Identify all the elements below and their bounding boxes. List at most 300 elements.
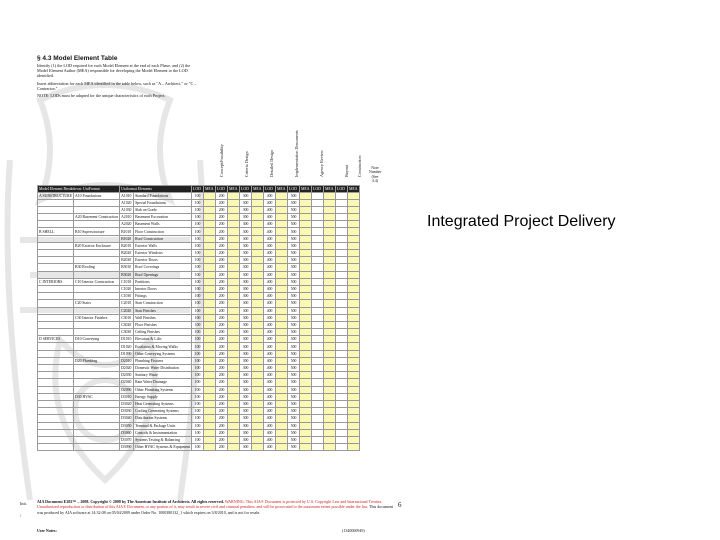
element-code-cell: D2020: [120, 365, 134, 372]
header-lod: LOD: [240, 186, 252, 193]
mea-cell: [204, 350, 216, 357]
lod-cell: 100: [192, 436, 204, 443]
lod-cell: 200: [216, 429, 228, 436]
mea-cell: [276, 379, 288, 386]
mea-cell: [228, 250, 240, 257]
mea-cell: [300, 300, 312, 307]
mea-cell: [300, 307, 312, 314]
system-cell: C INTERIORS: [38, 278, 74, 285]
element-code-cell: B2030: [120, 257, 134, 264]
system-cell: [38, 357, 74, 364]
lod-cell: 500: [288, 221, 300, 228]
mea-cell: [204, 329, 216, 336]
mea-cell: [252, 307, 264, 314]
mea-cell: [276, 250, 288, 257]
system-cell: [38, 214, 74, 221]
lod-cell: [312, 393, 324, 400]
mea-cell: [348, 444, 360, 451]
lod-cell: [312, 343, 324, 350]
lod-cell: [336, 293, 348, 300]
lod-cell: [312, 372, 324, 379]
lod-cell: 500: [288, 271, 300, 278]
system-cell: [38, 393, 74, 400]
lod-cell: 200: [216, 372, 228, 379]
mea-cell: [204, 436, 216, 443]
lod-cell: 200: [216, 285, 228, 292]
system-cell: D SERVICES: [38, 336, 74, 343]
lod-cell: 300: [240, 314, 252, 321]
lod-cell: [312, 285, 324, 292]
table-row: [38, 336, 360, 343]
system-cell: [38, 386, 74, 393]
phase-heading: Detailed Design: [269, 149, 274, 177]
mea-cell: [324, 365, 336, 372]
mea-cell: [348, 408, 360, 415]
lod-cell: 100: [192, 271, 204, 278]
lod-cell: [312, 321, 324, 328]
mea-cell: [348, 329, 360, 336]
mea-cell: [204, 257, 216, 264]
lod-cell: [312, 264, 324, 271]
mea-cell: [276, 235, 288, 242]
lod-cell: 100: [192, 214, 204, 221]
system-cell: [38, 365, 74, 372]
mea-cell: [300, 242, 312, 249]
mea-cell: [228, 199, 240, 206]
lod-cell: 400: [264, 408, 276, 415]
group-cell: B10 Superstructure: [74, 228, 120, 235]
element-code-cell: D3030: [120, 408, 134, 415]
lod-cell: 300: [240, 257, 252, 264]
mea-cell: [348, 264, 360, 271]
lod-cell: 200: [216, 271, 228, 278]
element-code-cell: D3020: [120, 400, 134, 407]
lod-cell: 200: [216, 408, 228, 415]
lod-cell: 500: [288, 199, 300, 206]
lod-cell: 300: [240, 350, 252, 357]
mea-cell: [300, 422, 312, 429]
group-cell: [74, 415, 120, 422]
lod-cell: 100: [192, 278, 204, 285]
mea-cell: [324, 372, 336, 379]
lod-cell: 400: [264, 293, 276, 300]
mea-cell: [228, 379, 240, 386]
table-row: [38, 214, 360, 221]
element-name-cell: Exterior Windows: [134, 250, 192, 257]
lod-cell: [336, 379, 348, 386]
lod-cell: 200: [216, 386, 228, 393]
element-code-cell: D3010: [120, 393, 134, 400]
lod-cell: [336, 372, 348, 379]
lod-cell: [336, 206, 348, 213]
element-code-cell: A2010: [120, 214, 134, 221]
lod-cell: 300: [240, 235, 252, 242]
element-name-cell: Heat Generating Systems: [134, 400, 192, 407]
lod-cell: [312, 199, 324, 206]
mea-cell: [204, 199, 216, 206]
mea-cell: [204, 422, 216, 429]
table-row: [38, 206, 360, 213]
lod-cell: 100: [192, 336, 204, 343]
mea-cell: [324, 393, 336, 400]
element-code-cell: D3040: [120, 415, 134, 422]
lod-cell: 500: [288, 444, 300, 451]
group-cell: C10 Interior Construction: [74, 278, 120, 285]
lod-cell: [312, 415, 324, 422]
lod-cell: 400: [264, 314, 276, 321]
page-number: 6: [398, 501, 402, 509]
group-cell: A10 Foundations: [74, 192, 120, 199]
mea-cell: [204, 372, 216, 379]
lod-cell: 300: [240, 214, 252, 221]
lod-cell: 200: [216, 278, 228, 285]
lod-cell: 400: [264, 228, 276, 235]
mea-cell: [228, 321, 240, 328]
lod-cell: 200: [216, 206, 228, 213]
lod-cell: 300: [240, 429, 252, 436]
mea-cell: [300, 235, 312, 242]
lod-cell: 400: [264, 393, 276, 400]
header-lod: LOD: [264, 186, 276, 193]
lod-cell: 400: [264, 278, 276, 285]
element-code-cell: D1090: [120, 350, 134, 357]
lod-cell: 400: [264, 379, 276, 386]
group-cell: [74, 343, 120, 350]
lod-cell: 500: [288, 415, 300, 422]
mea-cell: [324, 436, 336, 443]
mea-cell: [204, 321, 216, 328]
lod-cell: 300: [240, 192, 252, 199]
mea-cell: [348, 221, 360, 228]
document-reference: (1340000949): [342, 528, 365, 533]
group-cell: C30 Interior Finishes: [74, 314, 120, 321]
mea-cell: [300, 350, 312, 357]
mea-cell: [204, 242, 216, 249]
lod-cell: 100: [192, 372, 204, 379]
element-name-cell: Ceiling Finishes: [134, 329, 192, 336]
mea-cell: [204, 393, 216, 400]
table-row: [38, 293, 360, 300]
lod-cell: [336, 436, 348, 443]
lod-cell: [336, 192, 348, 199]
mea-cell: [300, 415, 312, 422]
mea-cell: [276, 285, 288, 292]
mea-cell: [204, 228, 216, 235]
table-row: [38, 307, 360, 314]
mea-cell: [348, 429, 360, 436]
lod-cell: 100: [192, 285, 204, 292]
element-code-cell: D2090: [120, 386, 134, 393]
phase-heading: Construction: [357, 155, 362, 177]
mea-cell: [204, 264, 216, 271]
mea-cell: [276, 264, 288, 271]
table-row: [38, 329, 360, 336]
lod-cell: 400: [264, 300, 276, 307]
system-cell: [38, 372, 74, 379]
element-name-cell: Floor Finishes: [134, 321, 192, 328]
lod-cell: 400: [264, 199, 276, 206]
element-code-cell: C1010: [120, 278, 134, 285]
lod-cell: 300: [240, 408, 252, 415]
phase-heading: Buyout: [344, 164, 349, 177]
mea-cell: [348, 379, 360, 386]
lod-cell: 400: [264, 386, 276, 393]
element-code-cell: C3020: [120, 321, 134, 328]
slide-title: Integrated Project Delivery: [427, 213, 616, 230]
lod-cell: [312, 357, 324, 364]
mea-cell: [324, 228, 336, 235]
lod-cell: 500: [288, 321, 300, 328]
lod-cell: [312, 336, 324, 343]
table-row: [38, 235, 360, 242]
system-cell: [38, 379, 74, 386]
mea-cell: [300, 400, 312, 407]
table-row: [38, 372, 360, 379]
mea-cell: [348, 357, 360, 364]
lod-cell: [312, 257, 324, 264]
table-row: [38, 242, 360, 249]
lod-cell: 100: [192, 343, 204, 350]
lod-cell: 100: [192, 257, 204, 264]
mea-cell: [204, 206, 216, 213]
lod-cell: [336, 257, 348, 264]
mea-cell: [276, 192, 288, 199]
model-element-table: [37, 185, 360, 451]
lod-cell: 300: [240, 329, 252, 336]
mea-cell: [276, 415, 288, 422]
mea-cell: [300, 372, 312, 379]
lod-cell: [336, 271, 348, 278]
lod-cell: 300: [240, 221, 252, 228]
element-name-cell: Floor Construction: [134, 228, 192, 235]
lod-cell: 200: [216, 228, 228, 235]
mea-cell: [276, 422, 288, 429]
lod-cell: 100: [192, 321, 204, 328]
mea-cell: [252, 343, 264, 350]
lod-cell: 400: [264, 372, 276, 379]
mea-cell: [348, 422, 360, 429]
mea-cell: [204, 343, 216, 350]
mea-cell: [228, 444, 240, 451]
mea-cell: [228, 386, 240, 393]
element-name-cell: Fittings: [134, 293, 192, 300]
mea-cell: [324, 206, 336, 213]
lod-cell: 400: [264, 235, 276, 242]
mea-cell: [348, 235, 360, 242]
lod-cell: 100: [192, 300, 204, 307]
lod-cell: 200: [216, 199, 228, 206]
mea-cell: [348, 436, 360, 443]
lod-cell: 400: [264, 285, 276, 292]
lod-cell: 200: [216, 192, 228, 199]
aia-document-page: [20, 55, 402, 533]
lod-cell: 200: [216, 336, 228, 343]
table-row: [38, 365, 360, 372]
element-code-cell: D2040: [120, 379, 134, 386]
lod-cell: [336, 393, 348, 400]
mea-cell: [300, 444, 312, 451]
lod-cell: 200: [216, 379, 228, 386]
mea-cell: [324, 408, 336, 415]
mea-cell: [300, 393, 312, 400]
table-row: [38, 400, 360, 407]
mea-cell: [276, 300, 288, 307]
mea-cell: [252, 444, 264, 451]
mea-cell: [276, 228, 288, 235]
mea-cell: [300, 329, 312, 336]
mea-cell: [276, 350, 288, 357]
mea-cell: [348, 271, 360, 278]
mea-cell: [252, 321, 264, 328]
mea-cell: [348, 343, 360, 350]
lod-cell: [336, 242, 348, 249]
lod-cell: [312, 408, 324, 415]
mea-cell: [324, 429, 336, 436]
header-mea: MEA: [204, 186, 216, 193]
table-row: [38, 257, 360, 264]
mea-cell: [300, 206, 312, 213]
mea-cell: [252, 221, 264, 228]
lod-cell: 500: [288, 350, 300, 357]
production-note: This document was produced by AIA software at 14:32:08 on 05/04/2009 under Order No. 1000380132_1 which expires on 3/8/2010, and is not for resale.: [37, 504, 393, 515]
lod-cell: 100: [192, 221, 204, 228]
table-row: [38, 415, 360, 422]
mea-cell: [204, 365, 216, 372]
system-cell: [38, 242, 74, 249]
lod-cell: [336, 336, 348, 343]
lod-cell: [312, 350, 324, 357]
mea-cell: [324, 357, 336, 364]
mea-cell: [204, 293, 216, 300]
mea-cell: [228, 408, 240, 415]
mea-cell: [276, 293, 288, 300]
element-code-cell: D2010: [120, 357, 134, 364]
element-code-cell: A1020: [120, 199, 134, 206]
mea-cell: [348, 336, 360, 343]
mea-cell: [300, 221, 312, 228]
table-row: [38, 221, 360, 228]
lod-cell: 400: [264, 307, 276, 314]
mea-cell: [228, 221, 240, 228]
mea-cell: [276, 436, 288, 443]
element-name-cell: Interior Doors: [134, 285, 192, 292]
lod-cell: 400: [264, 257, 276, 264]
lod-cell: 200: [216, 214, 228, 221]
lod-cell: 500: [288, 285, 300, 292]
lod-cell: [312, 307, 324, 314]
element-name-cell: Other HVAC Systems & Equipment: [135, 445, 191, 450]
element-code-cell: A2020: [120, 221, 134, 228]
mea-cell: [348, 386, 360, 393]
mea-cell: [324, 271, 336, 278]
mea-cell: [252, 393, 264, 400]
system-cell: [38, 444, 74, 451]
lod-cell: 500: [288, 386, 300, 393]
lod-cell: 200: [216, 235, 228, 242]
lod-cell: 100: [192, 379, 204, 386]
lod-cell: 400: [264, 422, 276, 429]
lod-cell: 300: [240, 228, 252, 235]
lod-cell: [312, 429, 324, 436]
system-cell: B SHELL: [38, 228, 74, 235]
lod-cell: 500: [288, 300, 300, 307]
lod-cell: [336, 228, 348, 235]
section-heading: § 4.3 Model Element Table: [37, 55, 118, 62]
system-cell: A SUBSTRUCTURE: [39, 193, 73, 198]
lod-cell: 300: [240, 300, 252, 307]
mea-cell: [252, 293, 264, 300]
mea-cell: [204, 444, 216, 451]
header-mea: MEA: [348, 186, 360, 193]
lod-cell: 400: [264, 264, 276, 271]
table-row: [38, 271, 360, 278]
model-element-table-intro: [37, 55, 202, 100]
mea-cell: [204, 415, 216, 422]
header-mea: MEA: [300, 186, 312, 193]
group-cell: [74, 206, 120, 213]
group-cell: [74, 429, 120, 436]
table-row: [38, 228, 360, 235]
header-mea: MEA: [324, 186, 336, 193]
mea-cell: [348, 257, 360, 264]
mea-cell: [252, 400, 264, 407]
lod-cell: 500: [288, 314, 300, 321]
lod-cell: 500: [288, 293, 300, 300]
table-row: [38, 422, 360, 429]
group-cell: [74, 365, 120, 372]
mea-cell: [252, 192, 264, 199]
lod-cell: [336, 321, 348, 328]
table-row: [38, 444, 360, 451]
mea-cell: [228, 357, 240, 364]
element-name-cell: Escalators & Moving Walks: [134, 343, 192, 350]
group-cell: [74, 444, 120, 451]
mea-cell: [252, 206, 264, 213]
table-row: [38, 386, 360, 393]
mea-cell: [252, 235, 264, 242]
system-cell: [38, 415, 74, 422]
lod-cell: 300: [240, 264, 252, 271]
element-code-cell: D1010: [120, 336, 134, 343]
element-name-cell: Basement Excavation: [134, 214, 192, 221]
lod-cell: [336, 408, 348, 415]
initials-label: Init.: [20, 501, 27, 506]
mea-cell: [252, 228, 264, 235]
element-name-cell: Cooling Generating Systems: [134, 408, 192, 415]
mea-cell: [276, 400, 288, 407]
system-cell: [38, 264, 74, 271]
table-row: [38, 408, 360, 415]
mea-cell: [324, 314, 336, 321]
mea-cell: [228, 372, 240, 379]
mea-cell: [228, 214, 240, 221]
mea-cell: [348, 321, 360, 328]
mea-cell: [252, 257, 264, 264]
element-name-cell: Rain Water Drainage: [134, 379, 192, 386]
group-cell: [74, 372, 120, 379]
lod-cell: 200: [216, 307, 228, 314]
system-cell: [38, 257, 74, 264]
lod-cell: 100: [192, 192, 204, 199]
mea-cell: [276, 336, 288, 343]
lod-cell: 300: [240, 379, 252, 386]
lod-cell: 400: [264, 192, 276, 199]
element-name-cell: Stair Finishes: [134, 307, 192, 314]
mea-cell: [276, 408, 288, 415]
lod-cell: 400: [264, 357, 276, 364]
mea-cell: [324, 214, 336, 221]
lod-cell: [336, 300, 348, 307]
